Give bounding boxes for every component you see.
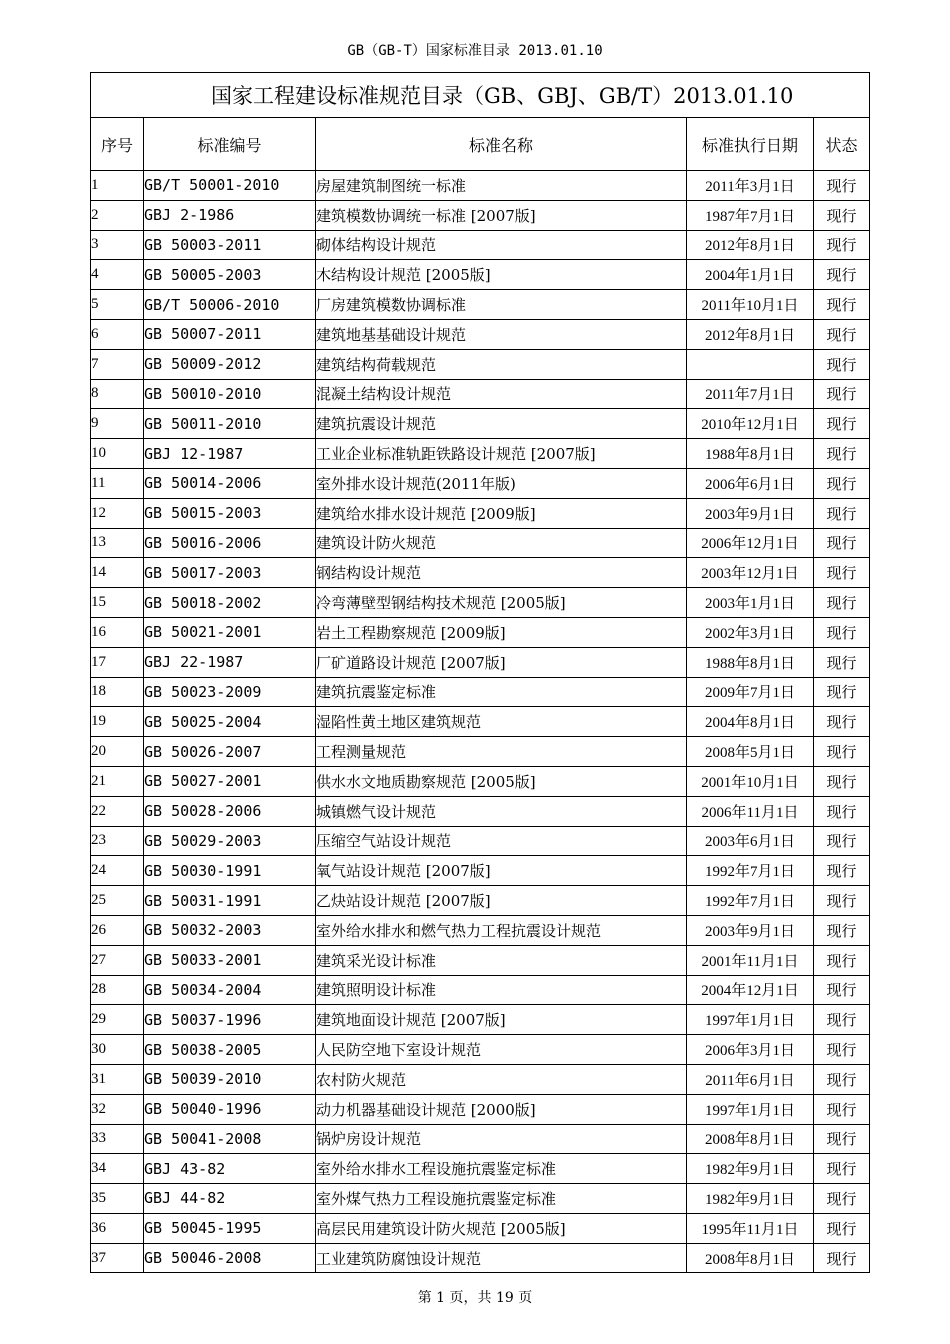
standard-name: 建筑设计防火规范 — [316, 528, 687, 558]
standard-name: 建筑模数协调统一标准 [2007版] — [316, 200, 687, 230]
standard-code: GB 50041-2008 — [144, 1124, 316, 1154]
status-cell: 现行 — [814, 737, 870, 767]
effective-date: 2010年12月1日 — [687, 409, 814, 439]
standard-name: 室外排水设计规范(2011年版) — [316, 468, 687, 498]
status-cell: 现行 — [814, 290, 870, 320]
table-row — [91, 617, 870, 647]
standard-name: 建筑抗震鉴定标准 — [316, 677, 687, 707]
effective-date: 1988年8月1日 — [687, 439, 814, 469]
effective-date: 2006年6月1日 — [687, 468, 814, 498]
table-title: 国家工程建设标准规范目录（GB、GBJ、GB/T）2013.01.10 — [91, 73, 870, 118]
status-cell: 现行 — [814, 349, 870, 379]
status-cell: 现行 — [814, 707, 870, 737]
standard-code: GB 50007-2011 — [144, 319, 316, 349]
status-cell: 现行 — [814, 468, 870, 498]
effective-date: 1995年11月1日 — [687, 1213, 814, 1243]
status-cell: 现行 — [814, 260, 870, 290]
standard-code: GB 50034-2004 — [144, 975, 316, 1005]
effective-date: 2004年12月1日 — [687, 975, 814, 1005]
standards-table — [90, 72, 870, 1273]
table-row — [91, 409, 870, 439]
row-number: 22 — [91, 796, 144, 826]
table-row — [91, 796, 870, 826]
standard-name: 房屋建筑制图统一标准 — [316, 171, 687, 201]
standard-name: 城镇燃气设计规范 — [316, 796, 687, 826]
table-row — [91, 766, 870, 796]
effective-date: 2001年10月1日 — [687, 766, 814, 796]
table-title-row — [91, 73, 870, 118]
status-cell: 现行 — [814, 171, 870, 201]
effective-date: 1987年7月1日 — [687, 200, 814, 230]
standard-code: GB 50003-2011 — [144, 230, 316, 260]
effective-date: 1997年1月1日 — [687, 1094, 814, 1124]
effective-date: 1992年7月1日 — [687, 856, 814, 886]
effective-date: 2011年7月1日 — [687, 379, 814, 409]
standard-name: 厂房建筑模数协调标准 — [316, 290, 687, 320]
effective-date: 1982年9月1日 — [687, 1184, 814, 1214]
standard-code: GB 50038-2005 — [144, 1035, 316, 1065]
row-number: 17 — [91, 647, 144, 677]
table-row — [91, 707, 870, 737]
status-cell: 现行 — [814, 975, 870, 1005]
standard-name: 农村防火规范 — [316, 1064, 687, 1094]
status-cell: 现行 — [814, 766, 870, 796]
standard-name: 砌体结构设计规范 — [316, 230, 687, 260]
row-number: 37 — [91, 1243, 144, 1273]
standard-name: 室外给水排水工程设施抗震鉴定标准 — [316, 1154, 687, 1184]
table-row — [91, 826, 870, 856]
table-row — [91, 915, 870, 945]
standard-code: GBJ 22-1987 — [144, 647, 316, 677]
row-number: 1 — [91, 171, 144, 201]
effective-date: 2008年8月1日 — [687, 1243, 814, 1273]
effective-date: 2008年5月1日 — [687, 737, 814, 767]
status-cell: 现行 — [814, 826, 870, 856]
table-row — [91, 498, 870, 528]
standard-name: 建筑地面设计规范 [2007版] — [316, 1005, 687, 1035]
standard-name: 岩土工程勘察规范 [2009版] — [316, 617, 687, 647]
standard-name: 湿陷性黄土地区建筑规范 — [316, 707, 687, 737]
row-number: 3 — [91, 230, 144, 260]
row-number: 5 — [91, 290, 144, 320]
standard-name: 冷弯薄壁型钢结构技术规范 [2005版] — [316, 588, 687, 618]
standard-code: GB 50045-1995 — [144, 1213, 316, 1243]
standard-name: 厂矿道路设计规范 [2007版] — [316, 647, 687, 677]
standard-name: 建筑采光设计标准 — [316, 945, 687, 975]
table-row — [91, 290, 870, 320]
status-cell: 现行 — [814, 617, 870, 647]
standard-code: GB 50039-2010 — [144, 1064, 316, 1094]
row-number: 26 — [91, 915, 144, 945]
row-number: 21 — [91, 766, 144, 796]
effective-date: 2003年9月1日 — [687, 915, 814, 945]
table-row — [91, 558, 870, 588]
table-row — [91, 886, 870, 916]
table-row — [91, 200, 870, 230]
row-number: 23 — [91, 826, 144, 856]
status-cell: 现行 — [814, 528, 870, 558]
status-cell: 现行 — [814, 379, 870, 409]
effective-date: 2008年8月1日 — [687, 1124, 814, 1154]
standard-name: 建筑抗震设计规范 — [316, 409, 687, 439]
standard-code: GBJ 44-82 — [144, 1184, 316, 1214]
table-row — [91, 260, 870, 290]
effective-date: 1988年8月1日 — [687, 647, 814, 677]
table-row — [91, 230, 870, 260]
table-row — [91, 856, 870, 886]
status-cell: 现行 — [814, 1243, 870, 1273]
standard-name: 氧气站设计规范 [2007版] — [316, 856, 687, 886]
status-cell: 现行 — [814, 409, 870, 439]
standard-code: GB/T 50001-2010 — [144, 171, 316, 201]
standard-code: GBJ 12-1987 — [144, 439, 316, 469]
effective-date — [687, 349, 814, 379]
effective-date: 2012年8月1日 — [687, 230, 814, 260]
effective-date: 2006年3月1日 — [687, 1035, 814, 1065]
status-cell: 现行 — [814, 200, 870, 230]
standard-code: GB 50028-2006 — [144, 796, 316, 826]
row-number: 7 — [91, 349, 144, 379]
table-row — [91, 528, 870, 558]
standard-name: 建筑照明设计标准 — [316, 975, 687, 1005]
effective-date: 2006年11月1日 — [687, 796, 814, 826]
column-header-status: 状态 — [814, 118, 870, 171]
table-row — [91, 439, 870, 469]
row-number: 12 — [91, 498, 144, 528]
status-cell: 现行 — [814, 1094, 870, 1124]
row-number: 34 — [91, 1154, 144, 1184]
status-cell: 现行 — [814, 886, 870, 916]
page-header: GB（GB-T）国家标准目录 2013.01.10 — [347, 43, 603, 59]
row-number: 2 — [91, 200, 144, 230]
table-row — [91, 647, 870, 677]
effective-date: 2003年12月1日 — [687, 558, 814, 588]
table-row — [91, 171, 870, 201]
standard-code: GBJ 2-1986 — [144, 200, 316, 230]
status-cell: 现行 — [814, 796, 870, 826]
row-number: 14 — [91, 558, 144, 588]
row-number: 6 — [91, 319, 144, 349]
standard-name: 工程测量规范 — [316, 737, 687, 767]
standard-code: GB 50005-2003 — [144, 260, 316, 290]
table-row — [91, 1154, 870, 1184]
standard-code: GBJ 43-82 — [144, 1154, 316, 1184]
effective-date: 1982年9月1日 — [687, 1154, 814, 1184]
row-number: 20 — [91, 737, 144, 767]
row-number: 4 — [91, 260, 144, 290]
table-row — [91, 1243, 870, 1273]
row-number: 9 — [91, 409, 144, 439]
effective-date: 2006年12月1日 — [687, 528, 814, 558]
standard-code: GB 50029-2003 — [144, 826, 316, 856]
effective-date: 2011年3月1日 — [687, 171, 814, 201]
table-row — [91, 1035, 870, 1065]
row-number: 19 — [91, 707, 144, 737]
row-number: 27 — [91, 945, 144, 975]
standard-name: 动力机器基础设计规范 [2000版] — [316, 1094, 687, 1124]
row-number: 24 — [91, 856, 144, 886]
effective-date: 1992年7月1日 — [687, 886, 814, 916]
row-number: 28 — [91, 975, 144, 1005]
standard-name: 建筑地基基础设计规范 — [316, 319, 687, 349]
standard-name: 建筑给水排水设计规范 [2009版] — [316, 498, 687, 528]
table-row — [91, 1213, 870, 1243]
effective-date: 2011年10月1日 — [687, 290, 814, 320]
standard-code: GB 50015-2003 — [144, 498, 316, 528]
table-row — [91, 588, 870, 618]
status-cell: 现行 — [814, 588, 870, 618]
standard-name: 供水水文地质勘察规范 [2005版] — [316, 766, 687, 796]
effective-date: 2001年11月1日 — [687, 945, 814, 975]
standard-name: 工业企业标准轨距铁路设计规范 [2007版] — [316, 439, 687, 469]
effective-date: 2003年9月1日 — [687, 498, 814, 528]
row-number: 10 — [91, 439, 144, 469]
effective-date: 2002年3月1日 — [687, 617, 814, 647]
table-row — [91, 379, 870, 409]
status-cell: 现行 — [814, 230, 870, 260]
status-cell: 现行 — [814, 856, 870, 886]
standard-code: GB 50021-2001 — [144, 617, 316, 647]
standard-name: 工业建筑防腐蚀设计规范 — [316, 1243, 687, 1273]
status-cell: 现行 — [814, 915, 870, 945]
row-number: 25 — [91, 886, 144, 916]
standard-code: GB 50030-1991 — [144, 856, 316, 886]
standard-code: GB 50016-2006 — [144, 528, 316, 558]
table-row — [91, 945, 870, 975]
status-cell: 现行 — [814, 558, 870, 588]
table-row — [91, 1064, 870, 1094]
status-cell: 现行 — [814, 677, 870, 707]
row-number: 18 — [91, 677, 144, 707]
standard-code: GB 50032-2003 — [144, 915, 316, 945]
row-number: 16 — [91, 617, 144, 647]
row-number: 15 — [91, 588, 144, 618]
standard-code: GB 50027-2001 — [144, 766, 316, 796]
standard-name: 室外煤气热力工程设施抗震鉴定标准 — [316, 1184, 687, 1214]
standard-code: GB 50009-2012 — [144, 349, 316, 379]
status-cell: 现行 — [814, 1124, 870, 1154]
standard-code: GB 50010-2010 — [144, 379, 316, 409]
effective-date: 2004年1月1日 — [687, 260, 814, 290]
standard-name: 乙炔站设计规范 [2007版] — [316, 886, 687, 916]
row-number: 33 — [91, 1124, 144, 1154]
standard-name: 锅炉房设计规范 — [316, 1124, 687, 1154]
standard-name: 木结构设计规范 [2005版] — [316, 260, 687, 290]
row-number: 31 — [91, 1064, 144, 1094]
standard-name: 高层民用建筑设计防火规范 [2005版] — [316, 1213, 687, 1243]
standard-code: GB 50037-1996 — [144, 1005, 316, 1035]
standard-code: GB 50026-2007 — [144, 737, 316, 767]
status-cell: 现行 — [814, 1154, 870, 1184]
status-cell: 现行 — [814, 1213, 870, 1243]
row-number: 29 — [91, 1005, 144, 1035]
effective-date: 2003年6月1日 — [687, 826, 814, 856]
standard-name: 人民防空地下室设计规范 — [316, 1035, 687, 1065]
standard-name: 建筑结构荷载规范 — [316, 349, 687, 379]
effective-date: 2012年8月1日 — [687, 319, 814, 349]
effective-date: 2011年6月1日 — [687, 1064, 814, 1094]
row-number: 8 — [91, 379, 144, 409]
standard-code: GB 50018-2002 — [144, 588, 316, 618]
table-row — [91, 468, 870, 498]
status-cell: 现行 — [814, 498, 870, 528]
standard-code: GB 50040-1996 — [144, 1094, 316, 1124]
table-row — [91, 319, 870, 349]
standard-code: GB 50025-2004 — [144, 707, 316, 737]
table-row — [91, 1094, 870, 1124]
standard-code: GB 50023-2009 — [144, 677, 316, 707]
effective-date: 2003年1月1日 — [687, 588, 814, 618]
column-header-date: 标准执行日期 — [687, 118, 814, 171]
page-footer: 第 1 页，共 19 页 — [417, 1290, 533, 1306]
status-cell: 现行 — [814, 1184, 870, 1214]
table-header-row — [91, 118, 870, 171]
effective-date: 1997年1月1日 — [687, 1005, 814, 1035]
row-number: 35 — [91, 1184, 144, 1214]
effective-date: 2004年8月1日 — [687, 707, 814, 737]
effective-date: 2009年7月1日 — [687, 677, 814, 707]
column-header-code: 标准编号 — [144, 118, 316, 171]
row-number: 32 — [91, 1094, 144, 1124]
table-row — [91, 349, 870, 379]
status-cell: 现行 — [814, 1005, 870, 1035]
standard-code: GB 50014-2006 — [144, 468, 316, 498]
table-row — [91, 1184, 870, 1214]
standard-code: GB/T 50006-2010 — [144, 290, 316, 320]
table-row — [91, 1005, 870, 1035]
standard-code: GB 50046-2008 — [144, 1243, 316, 1273]
table-row — [91, 737, 870, 767]
status-cell: 现行 — [814, 1064, 870, 1094]
status-cell: 现行 — [814, 647, 870, 677]
row-number: 30 — [91, 1035, 144, 1065]
column-header-name: 标准名称 — [316, 118, 687, 171]
row-number: 11 — [91, 468, 144, 498]
status-cell: 现行 — [814, 1035, 870, 1065]
standard-code: GB 50031-1991 — [144, 886, 316, 916]
standard-name: 压缩空气站设计规范 — [316, 826, 687, 856]
status-cell: 现行 — [814, 319, 870, 349]
table-row — [91, 1124, 870, 1154]
row-number: 13 — [91, 528, 144, 558]
status-cell: 现行 — [814, 945, 870, 975]
standard-name: 室外给水排水和燃气热力工程抗震设计规范 — [316, 915, 687, 945]
standard-name: 混凝土结构设计规范 — [316, 379, 687, 409]
row-number: 36 — [91, 1213, 144, 1243]
table-row — [91, 677, 870, 707]
column-header-number: 序号 — [91, 118, 144, 171]
standard-code: GB 50033-2001 — [144, 945, 316, 975]
standard-code: GB 50011-2010 — [144, 409, 316, 439]
table-row — [91, 975, 870, 1005]
status-cell: 现行 — [814, 439, 870, 469]
standard-name: 钢结构设计规范 — [316, 558, 687, 588]
standard-code: GB 50017-2003 — [144, 558, 316, 588]
